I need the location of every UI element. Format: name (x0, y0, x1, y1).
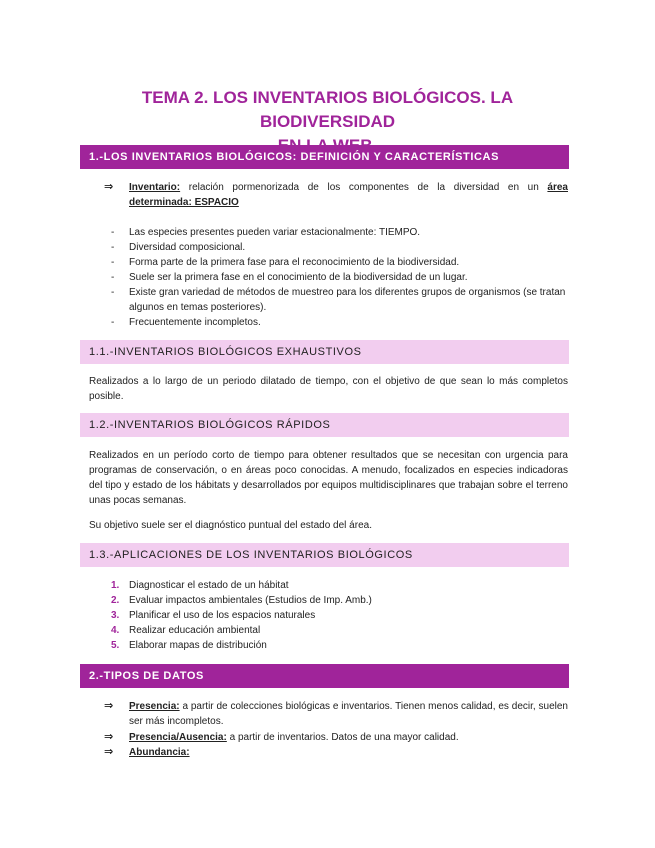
section-1-1-heading: 1.1.-INVENTARIOS BIOLÓGICOS EXHAUSTIVOS (80, 340, 569, 364)
section-2-heading: 2.-TIPOS DE DATOS (80, 664, 569, 688)
data-type-item: ⇒ Presencia: a partir de colecciones biológicas e inventarios. Tienen menos calidad, es decir, suelen ser más incompletos. (104, 700, 568, 727)
arrow-icon: ⇒ (104, 731, 114, 743)
section-1-2-heading: 1.2.-INVENTARIOS BIOLÓGICOS RÁPIDOS (80, 413, 569, 437)
arrow-icon: ⇒ (104, 181, 114, 193)
applications-list (111, 578, 568, 653)
section-1-heading: 1.-LOS INVENTARIOS BIOLÓGICOS: DEFINICIÓN Y CARACTERÍSTICAS (80, 145, 569, 169)
section-1-3-heading: 1.3.-APLICACIONES DE LOS INVENTARIOS BIOLÓGICOS (80, 543, 569, 567)
list-item: 3. Planificar el uso de los espacios naturales (111, 610, 316, 621)
definition-term-area: área determinada: ESPACIO (129, 182, 568, 208)
definition-term: Inventario: (129, 182, 181, 193)
list-item: 5. Elaborar mapas de distribución (111, 640, 267, 651)
arrow-icon: ⇒ (104, 746, 114, 758)
list-item: - Forma parte de la primera fase para el reconocimiento de la biodiversidad. (111, 257, 460, 268)
list-item: - Frecuentemente incompletos. (111, 317, 261, 328)
list-item: 1. Diagnosticar el estado de un hábitat (111, 580, 289, 591)
arrow-icon: ⇒ (104, 700, 114, 712)
data-type-item (104, 745, 568, 760)
list-item: - Diversidad composicional. (111, 242, 246, 253)
definition-item (104, 180, 568, 210)
section-1-2-objective: Su objetivo suele ser el diagnóstico puntual del estado del área. (89, 520, 372, 531)
definition-body: relación pormenorizada de los componentes de la diversidad en un (180, 182, 548, 193)
definition-text (129, 180, 568, 210)
data-type-term: Presencia: (129, 701, 180, 712)
data-type-term: Abundancia: (129, 747, 190, 758)
title-line-1: TEMA 2. LOS INVENTARIOS BIOLÓGICOS. LA BIODIVERSIDAD (141, 88, 514, 131)
data-type-item: ⇒ Presencia/Ausencia: a partir de inventarios. Datos de una mayor calidad. (104, 731, 459, 743)
section-1-1-text: Realizados a lo largo de un periodo dilatado de tiempo, con el objetivo de que sean lo más completos posible. (89, 376, 568, 402)
list-item: - Existe gran variedad de métodos de muestreo para los diferentes grupos de organismos (se tratan algunos en temas posteriores). (111, 287, 566, 313)
characteristics-list (111, 225, 568, 330)
list-item: 4. Realizar educación ambiental (111, 625, 261, 636)
list-item: - Las especies presentes pueden variar estacionalmente: TIEMPO. (111, 227, 421, 238)
section-1-2-text: Realizados en un período corto de tiempo para obtener resultados que se necesitan con urgencia para programas de conservación, o en áreas poco conocidas. A menudo, focalizados en especies indicadoras del tipo y estado de los hábitats y desarrollados por equipos multidisciplinares que trabajan sobre el terreno unas pocas semanas. (89, 450, 568, 506)
data-type-term: Presencia/Ausencia: (129, 732, 227, 743)
list-item: 2. Evaluar impactos ambientales (Estudios de Imp. Amb.) (111, 595, 372, 606)
list-item: - Suele ser la primera fase en el conocimiento de la biodiversidad de un lugar. (111, 272, 468, 283)
